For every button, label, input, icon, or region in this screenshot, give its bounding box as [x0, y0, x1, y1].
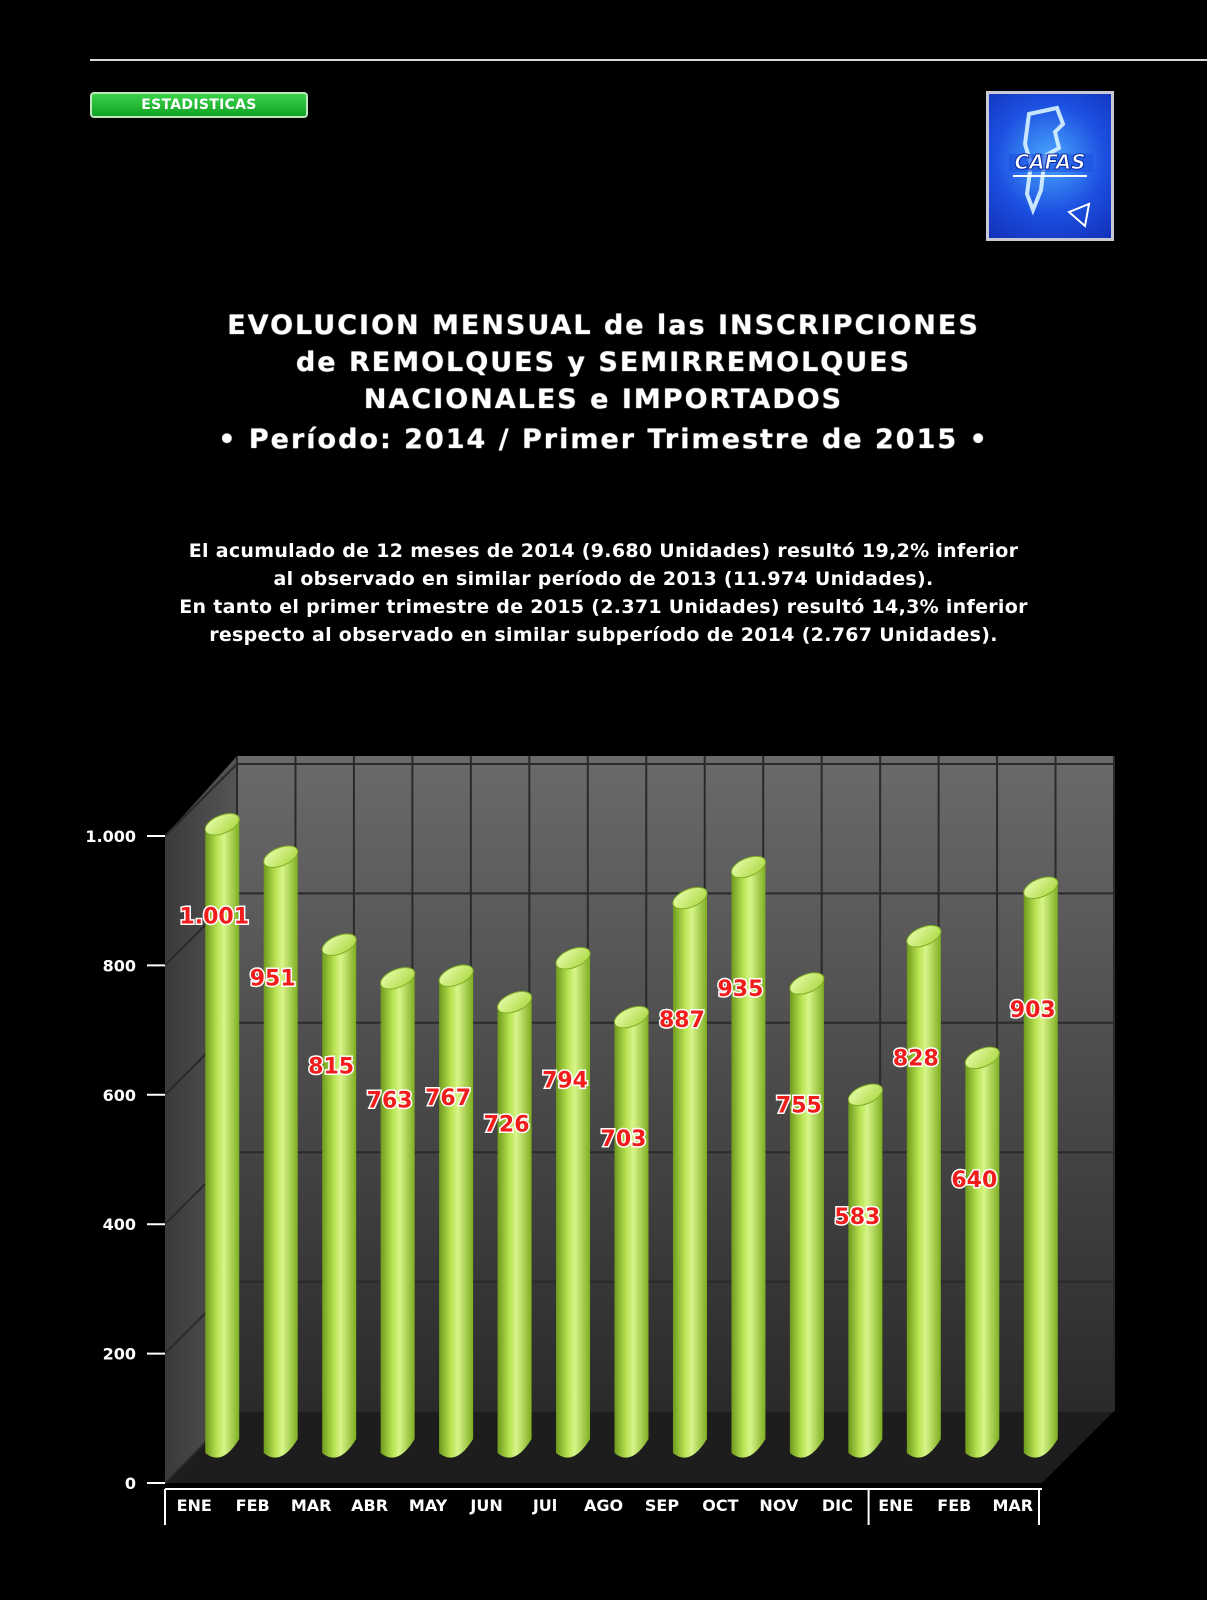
bar [962, 1043, 1002, 1458]
bar [670, 883, 710, 1458]
bar-value-label: 726 [483, 1112, 530, 1138]
x-tick-label: ENE [878, 1496, 914, 1515]
x-tick-label: ABR [351, 1496, 389, 1515]
title-line-2: de REMOLQUES y SEMIRREMOLQUES [295, 347, 912, 378]
y-tick-label: 400 [102, 1215, 136, 1235]
bar [611, 1002, 651, 1458]
x-tick-label: MAR [290, 1496, 332, 1515]
x-tick-label: SEP [644, 1496, 680, 1515]
bar-value-label: 951 [249, 966, 296, 992]
bar-value-label: 815 [308, 1054, 355, 1080]
bar-value-label: 755 [775, 1093, 822, 1119]
x-tick-label: ENE [176, 1496, 212, 1515]
bar-body [1024, 881, 1058, 1458]
bar-body [907, 929, 941, 1457]
bar [553, 943, 593, 1457]
summary-line-2: al observado en similar período de 2013 (11.974 Unidades). [273, 568, 934, 590]
bar-value-label: 640 [951, 1167, 998, 1193]
x-tick-label: DIC [821, 1496, 853, 1515]
bar [319, 930, 359, 1458]
bar-value-label: 1.001 [179, 904, 250, 930]
x-tick-label: MAY [408, 1496, 448, 1515]
x-tick-label: MAR [992, 1496, 1034, 1515]
bar-value-label: 887 [658, 1008, 705, 1034]
bar-body [731, 860, 765, 1458]
y-tick-label: 1.000 [85, 827, 136, 846]
bar-body [615, 1010, 649, 1458]
bar [728, 852, 768, 1458]
y-tick-label: 200 [102, 1344, 136, 1364]
bar-value-label: 767 [425, 1085, 472, 1111]
bar [1021, 873, 1061, 1458]
title-line-1: EVOLUCION MENSUAL de las INSCRIPCIONES [227, 310, 980, 341]
x-tick-label: NOV [759, 1496, 799, 1515]
bar [787, 968, 827, 1457]
title-line-4: • Período: 2014 / Primer Trimestre de 2015 • [218, 424, 989, 455]
bar-body [498, 995, 532, 1457]
y-tick-label: 600 [102, 1085, 136, 1105]
bar [904, 921, 944, 1457]
summary-line-4: respecto al observado en similar subperíodo de 2014 (2.767 Unidades). [209, 624, 998, 646]
bar-body [264, 850, 298, 1458]
summary-line-3: En tanto el primer trimestre de 2015 (2.371 Unidades) resultó 14,3% inferior [179, 596, 1028, 618]
bar-body [965, 1051, 999, 1458]
x-tick-label: AGO [583, 1496, 624, 1515]
x-tick-label: JUN [470, 1496, 503, 1515]
x-tick-label: FEB [937, 1496, 972, 1515]
bar-value-label: 703 [600, 1127, 647, 1153]
bar-body [673, 891, 707, 1458]
bar-body [439, 969, 473, 1458]
bar-body [848, 1088, 882, 1458]
bar-body [322, 938, 356, 1458]
bar-value-label: 935 [717, 977, 764, 1003]
x-tick-label: OCT [702, 1496, 739, 1515]
bar-value-label: 903 [1009, 997, 1056, 1023]
bar-value-label: 828 [892, 1046, 939, 1072]
bar-value-label: 794 [542, 1068, 589, 1094]
bar [495, 987, 535, 1457]
bar-body [381, 971, 415, 1457]
bar [845, 1080, 885, 1458]
title-line-3: NACIONALES e IMPORTADOS [363, 384, 844, 415]
bar-body [790, 977, 824, 1458]
bar-value-label: 583 [834, 1204, 881, 1230]
section-tag: ESTADISTICAS [90, 92, 308, 118]
x-tick-label: FEB [235, 1496, 270, 1515]
cafas-logo-text: CAFAS [1014, 150, 1086, 174]
bar [378, 963, 418, 1457]
x-tick-label: JUl [532, 1496, 558, 1515]
y-tick-label: 800 [102, 956, 136, 976]
y-tick-label: 0 [124, 1474, 136, 1493]
summary-line-1: El acumulado de 12 meses de 2014 (9.680 Unidades) resultó 19,2% inferior [188, 540, 1019, 562]
bar-value-label: 763 [366, 1088, 413, 1114]
bar [261, 842, 301, 1458]
bar [436, 961, 476, 1458]
bar-body [556, 951, 590, 1457]
